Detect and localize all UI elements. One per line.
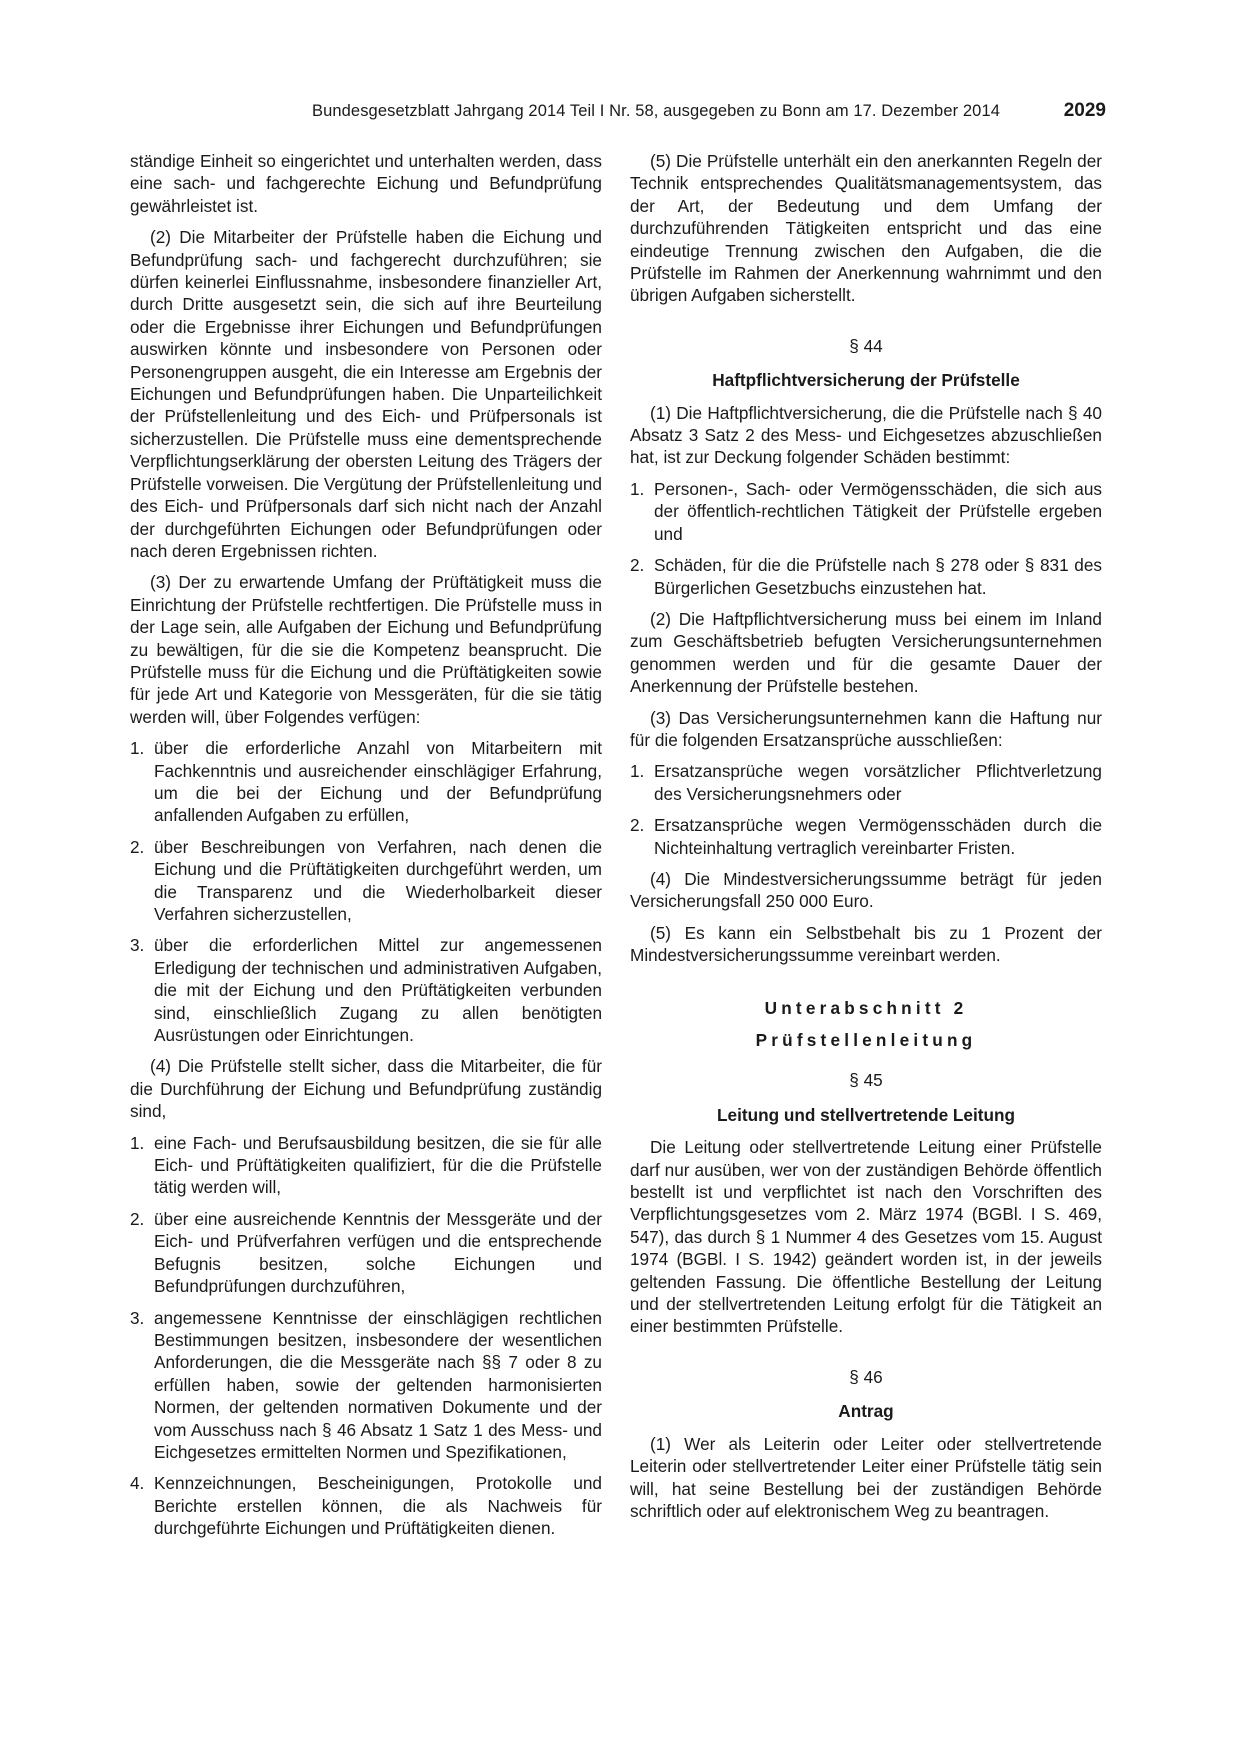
list-text: über eine ausreichende Kenntnis der Messgeräte und der Eich- und Prüfverfahren verfügen und die entsprechende Befugnis besitzen, solche Eichungen und Befundprüfungen durchzuführen, — [154, 1208, 602, 1297]
list-number: 4. — [130, 1473, 145, 1494]
list-item — [130, 836, 602, 926]
list-number: 1. — [630, 478, 645, 499]
section-44-paragraph-2: (2) Die Haftpflichtversicherung muss bei einem im Inland zum Geschäftsbetrieb befugten Versicherungsunternehmen genommen werden und für die gesamte Dauer der Anerkennung der Prüfstelle bestehen. — [630, 608, 1102, 697]
list-text: über die erforderlichen Mittel zur angemessenen Erledigung der technischen und administrativen Aufgaben, die mit der Eichung und den Prüftätigkeiten verbunden sind, einschließlich Zugang zu allen benötigten Ausrüstungen oder Einrichtungen. — [154, 935, 602, 1046]
list-number: 2. — [130, 1208, 145, 1229]
list-text: eine Fach- und Berufsausbildung besitzen, die sie für alle Eich- und Prüftätigkeiten qualifiziert, für die die Prüfstelle tätig werden will, — [154, 1132, 602, 1198]
list-text: Ersatzansprüche wegen Vermögensschäden durch die Nichteinhaltung vertraglich vereinbarter Fristen. — [654, 815, 1102, 858]
list-item — [130, 737, 602, 827]
list-text: über die erforderliche Anzahl von Mitarbeitern mit Fachkenntnis und ausreichender einschlägiger Erfahrung, um die bei der Eichung und der Befundprüfung anfallenden Aufgaben zu erfüllen, — [154, 738, 602, 826]
list-number: 1. — [130, 1132, 145, 1153]
list-item — [630, 554, 1102, 599]
section-46-sign: § 46 — [849, 1366, 883, 1387]
list-text: Kennzeichnungen, Bescheinigungen, Protokolle und Berichte erstellen können, die als Nachweis für durchgeführte Eichungen und Prüftätigkeiten dienen. — [154, 1473, 602, 1539]
subsection-label: Unterabschnitt 2 — [764, 997, 968, 1018]
list-text: angemessene Kenntnisse der einschlägigen rechtlichen Bestimmungen besitzen, insbesondere der wesentlichen Anforderungen, die die Messgeräte nach §§ 7 oder 8 zu erfüllen haben, sowie der geltenden harmonisierten Normen, der geltenden normativen Dokumente und der vom Ausschuss nach § 46 Absatz 1 Satz 1 des Mess- und Eichgesetzes ermittelten Normen und Spezifikationen, — [154, 1307, 602, 1462]
section-44-title: Haftpflichtversicherung der Prüfstelle — [712, 370, 1020, 391]
list-item — [630, 760, 1102, 805]
section-46-title: Antrag — [838, 1401, 894, 1422]
list-text: über Beschreibungen von Verfahren, nach denen die Eichung und die Prüftätigkeiten durchgeführt werden, um die Transparenz und die Wiederholbarkeit dieser Verfahren sicherzustellen, — [154, 836, 602, 924]
list-text: Ersatzansprüche wegen vorsätzlicher Pflichtverletzung des Versicherungsnehmers oder — [654, 761, 1102, 804]
list-item — [630, 478, 1102, 545]
list-paragraph-3 — [130, 737, 602, 1046]
left-column — [130, 150, 602, 1549]
intro-paragraph: ständige Einheit so eingerichtet und unterhalten werden, dass eine sach- und fachgerechte Eichung und Befundprüfung gewährleistet ist. — [130, 151, 602, 216]
paragraph-4: (4) Die Prüfstelle stellt sicher, dass die Mitarbeiter, die für die Durchführung der Eichung und Befundprüfung zuständig sind, — [130, 1056, 602, 1122]
list-number: 1. — [630, 761, 645, 782]
section-44-paragraph-4: (4) Die Mindestversicherungssumme beträgt für jeden Versicherungsfall 250 000 Euro. — [630, 868, 1102, 912]
section-44-list-3 — [630, 760, 1102, 859]
right-column — [630, 150, 1102, 1531]
list-item — [130, 934, 602, 1046]
section-45-sign: § 45 — [849, 1070, 883, 1091]
page-header — [130, 100, 1106, 126]
list-item — [130, 1472, 602, 1539]
section-44-sign: § 44 — [849, 335, 883, 356]
list-text: Personen-, Sach- oder Vermögensschäden, die sich aus der öffentlich-rechtlichen Tätigkeit der Prüfstelle ergeben und — [654, 478, 1102, 544]
section-45-title: Leitung und stellvertretende Leitung — [717, 1104, 1015, 1125]
paragraph-2: (2) Die Mitarbeiter der Prüfstelle haben die Eichung und Befundprüfung sach- und fachgerecht durchzuführen; sie dürfen keinerlei Einflussnahme, insbesondere finanzieller Art, durch Dritte ausgesetzt sein, die sich auf ihre Beurteilung oder die Ergebnisse ihrer Eichungen und Befundprüfungen auswirken könnte und insbesondere von Personen oder Personengruppen ausgeht, die ein Interesse am Ergebnis der Eichungen und Befundprüfungen haben. Die Unparteilichkeit der Prüfstellenleitung und des Eich- und Prüfpersonals ist sicherzustellen. Die Prüfstelle muss eine dementsprechende Verpflichtungserklärung der obersten Leitung des Trägers der Prüfstelle vorweisen. Die Vergütung der Prüfstellenleitung und des Eich- und Prüfpersonals darf sich nicht nach der Anzahl der durchgeführten Eichungen oder Befundprüfungen oder nach deren Ergebnissen richten. — [130, 227, 602, 561]
list-item — [130, 1307, 602, 1464]
section-44-list-1 — [630, 478, 1102, 599]
paragraph-5: (5) Die Prüfstelle unterhält ein den anerkannten Regeln der Technik entsprechendes Qualitätsmanagementsystem, das der Art, der Bedeutung und dem Umfang der durchzuführenden Tätigkeiten entspricht und das eine eindeutige Trennung zwischen den Aufgaben, die die Prüfstelle im Rahmen der Anerkennung wahrnimmt und den übrigen Aufgaben sicherstellt. — [630, 151, 1102, 306]
section-44-paragraph-3: (3) Das Versicherungsunternehmen kann die Haftung nur für die folgenden Ersatzansprüche ausschließen: — [630, 707, 1102, 750]
journal-header: Bundesgesetzblatt Jahrgang 2014 Teil I Nr. 58, ausgegeben zu Bonn am 17. Dezember 2014 — [311, 102, 1000, 120]
section-44-paragraph-5: (5) Es kann ein Selbstbehalt bis zu 1 Prozent der Mindestversicherungssumme vereinbart werden. — [630, 922, 1102, 966]
list-item — [630, 814, 1102, 859]
page-number: 2029 — [1063, 100, 1106, 121]
paragraph-3: (3) Der zu erwartende Umfang der Prüftätigkeit muss die Einrichtung der Prüfstelle rechtfertigen. Die Prüfstelle muss in der Lage sein, alle Aufgaben der Eichung und Befundprüfung zu bewältigen, für die sie die Kompetenz beansprucht. Die Prüfstelle muss für die Eichung und die Prüftätigkeiten sowie für jede Art und Kategorie von Messgeräten, für die sie tätig werden will, über Folgendes verfügen: — [130, 572, 602, 727]
section-44-paragraph-1: (1) Die Haftpflichtversicherung, die die Prüfstelle nach § 40 Absatz 3 Satz 2 des Mess- und Eichgesetzes abzuschließen hat, ist zur Deckung folgender Schäden bestimmt: — [630, 402, 1102, 468]
list-item — [130, 1208, 602, 1298]
section-45-paragraph-1: Die Leitung oder stellvertretende Leitung einer Prüfstelle darf nur ausüben, wer von der zuständigen Behörde öffentlich bestellt ist und verpflichtet ist nach den Vorschriften des Verpflichtungsgesetzes vom 2. März 1974 (BGBl. I S. 469, 547), das durch § 1 Nummer 4 des Gesetzes vom 15. August 1974 (BGBl. I S. 1942) geändert worden ist, in der jeweils geltenden Fassung. Die öffentliche Bestellung der Leitung und der stellvertretenden Leitung erfolgt für die Tätigkeit an einer bestimmten Prüfstelle. — [630, 1137, 1102, 1337]
list-item — [130, 1132, 602, 1199]
list-paragraph-4 — [130, 1132, 602, 1540]
list-number: 2. — [130, 836, 145, 857]
subsection-title: Prüfstellenleitung — [755, 1030, 977, 1050]
section-46-paragraph-1: (1) Wer als Leiterin oder Leiter oder stellvertretende Leiterin oder stellvertretender Leiter einer Prüfstelle tätig sein will, hat seine Bestellung bei der zuständigen Behörde schriftlich oder auf elektronischem Weg zu beantragen. — [630, 1433, 1102, 1521]
list-number: 2. — [630, 815, 645, 836]
list-text: Schäden, für die die Prüfstelle nach § 278 oder § 831 des Bürgerlichen Gesetzbuchs einzustehen hat. — [654, 555, 1102, 598]
list-number: 1. — [130, 738, 145, 759]
list-number: 2. — [630, 555, 645, 576]
list-number: 3. — [130, 935, 145, 956]
list-number: 3. — [130, 1307, 145, 1328]
